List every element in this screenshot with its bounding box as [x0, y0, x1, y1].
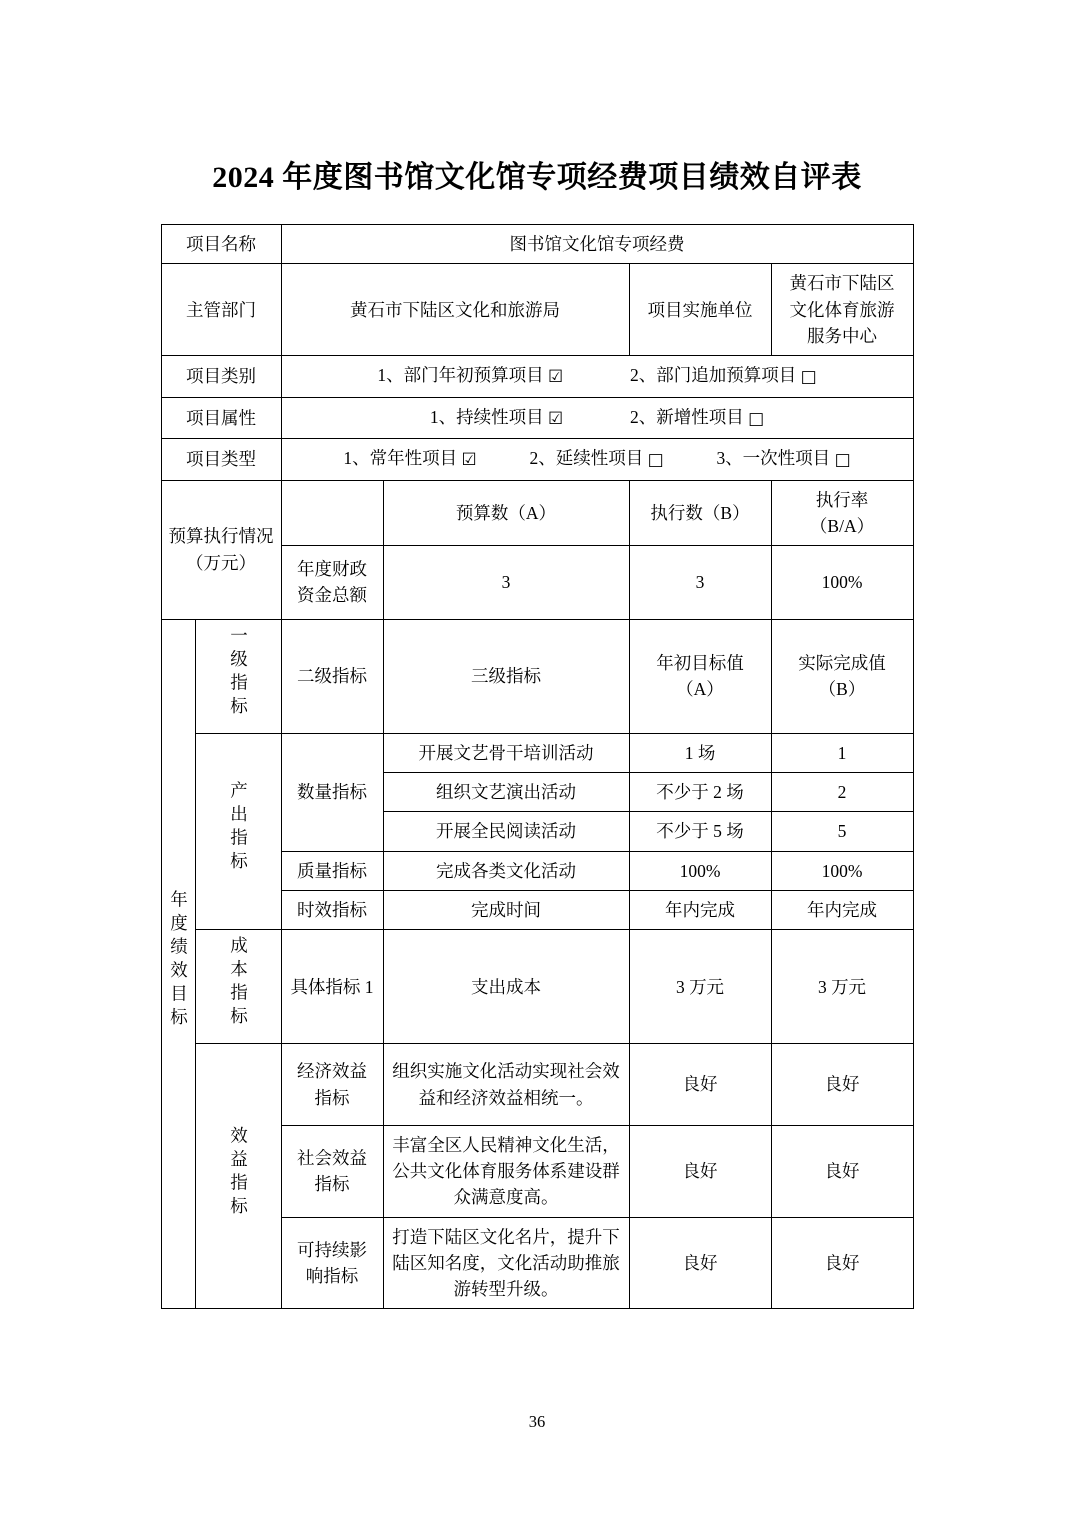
col-header-actual-value: 实际完成值（B） — [771, 619, 913, 733]
level3-indicator: 组织文艺演出活动 — [383, 773, 629, 812]
label-project-name: 项目名称 — [161, 225, 281, 264]
value-project-name: 图书馆文化馆专项经费 — [281, 225, 913, 264]
level3-indicator: 开展全民阅读活动 — [383, 812, 629, 851]
actual-value: 5 — [771, 812, 913, 851]
label-project-type: 项目类型 — [161, 439, 281, 481]
target-value: 不少于 5 场 — [629, 812, 771, 851]
value-execution-rate: 100% — [771, 546, 913, 620]
label-project-attribute: 项目属性 — [161, 397, 281, 439]
level3-indicator: 组织实施文化活动实现社会效益和经济效益相统一。 — [383, 1044, 629, 1126]
level2-quantity-indicator: 数量指标 — [281, 733, 383, 851]
target-value: 良好 — [629, 1044, 771, 1126]
value-project-attribute — [281, 397, 913, 439]
checkbox-checked-icon[interactable]: ☑ — [547, 408, 564, 429]
table-row-project-attribute — [161, 397, 913, 439]
target-value: 年内完成 — [629, 890, 771, 929]
table-row-benefit-1 — [161, 1044, 913, 1126]
col-header-execution-rate: 执行率（B/A） — [771, 480, 913, 546]
level1-cost-indicator: 成本指标 — [195, 930, 281, 1044]
label-budget-execution: 预算执行情况（万元） — [161, 480, 281, 619]
table-row-departments — [161, 264, 913, 356]
table-row-output-1 — [161, 733, 913, 772]
checkbox-empty-icon[interactable]: □ — [647, 450, 664, 470]
actual-value: 2 — [771, 773, 913, 812]
actual-value: 3 万元 — [771, 930, 913, 1044]
table-row-performance-header — [161, 619, 913, 733]
target-value: 良好 — [629, 1125, 771, 1217]
level3-indicator: 完成时间 — [383, 890, 629, 929]
level2-timeliness-indicator: 时效指标 — [281, 890, 383, 929]
level1-benefit-indicator: 效益指标 — [195, 1044, 281, 1309]
table-row-budget-header — [161, 480, 913, 546]
actual-value: 良好 — [771, 1125, 913, 1217]
page-title: 2024 年度图书馆文化馆专项经费项目绩效自评表 — [212, 161, 862, 194]
actual-value: 良好 — [771, 1044, 913, 1126]
table-row-project-name — [161, 225, 913, 264]
level2-quality-indicator: 质量指标 — [281, 851, 383, 890]
checkbox-empty-icon[interactable]: □ — [834, 450, 851, 470]
attribute-option-1: 1、持续性项目 ☑ — [430, 404, 563, 433]
value-budget-amount: 3 — [383, 546, 629, 620]
level3-indicator: 完成各类文化活动 — [383, 851, 629, 890]
table-row-project-type — [161, 439, 913, 481]
level2-specific-indicator-1: 具体指标 1 — [281, 930, 383, 1044]
col-header-target-value: 年初目标值（A） — [629, 619, 771, 733]
value-executed-amount: 3 — [629, 546, 771, 620]
col-header-level1: 一级指标 — [195, 619, 281, 733]
attribute-option-2: 2、新增性项目 □ — [630, 404, 764, 433]
type-option-3: 3、一次性项目 □ — [716, 445, 850, 474]
col-header-level3: 三级指标 — [383, 619, 629, 733]
level2-sustainable-impact-indicator: 可持续影响指标 — [281, 1217, 383, 1309]
label-supervising-department: 主管部门 — [161, 264, 281, 356]
label-implementing-unit: 项目实施单位 — [629, 264, 771, 356]
col-header-level2: 二级指标 — [281, 619, 383, 733]
target-value: 不少于 2 场 — [629, 773, 771, 812]
page-number: 36 — [528, 1412, 546, 1431]
category-option-2: 2、部门追加预算项目 □ — [630, 362, 817, 391]
level3-indicator: 支出成本 — [383, 930, 629, 1044]
level3-indicator: 丰富全区人民精神文化生活，公共文化体育服务体系建设群众满意度高。 — [383, 1125, 629, 1217]
checkbox-empty-icon[interactable]: □ — [748, 408, 765, 429]
col-header-budget-amount: 预算数（A） — [383, 480, 629, 546]
value-project-type — [281, 439, 913, 481]
table-row-project-category — [161, 356, 913, 398]
category-option-1: 1、部门年初预算项目 ☑ — [377, 362, 563, 391]
actual-value: 年内完成 — [771, 890, 913, 929]
target-value: 1 场 — [629, 733, 771, 772]
label-annual-performance-goals: 年度绩效目标 — [161, 619, 195, 1309]
level3-indicator: 开展文艺骨干培训活动 — [383, 733, 629, 772]
budget-corner-cell — [281, 480, 383, 546]
value-implementing-unit: 黄石市下陆区文化体育旅游服务中心 — [771, 264, 913, 356]
level2-social-benefit-indicator: 社会效益指标 — [281, 1125, 383, 1217]
type-option-2: 2、延续性项目 □ — [530, 445, 664, 474]
value-project-category — [281, 356, 913, 398]
actual-value: 1 — [771, 733, 913, 772]
target-value: 良好 — [629, 1217, 771, 1309]
actual-value: 良好 — [771, 1217, 913, 1309]
col-header-executed-amount: 执行数（B） — [629, 480, 771, 546]
actual-value: 100% — [771, 851, 913, 890]
level1-output-indicator: 产出指标 — [195, 733, 281, 929]
table-row-cost-1 — [161, 930, 913, 1044]
level3-indicator: 打造下陆区文化名片，提升下陆区知名度，文化活动助推旅游转型升级。 — [383, 1217, 629, 1309]
type-option-1: 1、常年性项目 ☑ — [343, 445, 476, 474]
label-project-category: 项目类别 — [161, 356, 281, 398]
target-value: 100% — [629, 851, 771, 890]
value-supervising-department: 黄石市下陆区文化和旅游局 — [281, 264, 629, 356]
label-annual-fiscal-total: 年度财政资金总额 — [281, 546, 383, 620]
checkbox-checked-icon[interactable]: ☑ — [461, 450, 477, 470]
checkbox-empty-icon[interactable]: □ — [800, 367, 817, 387]
checkbox-checked-icon[interactable]: ☑ — [547, 367, 564, 387]
target-value: 3 万元 — [629, 930, 771, 1044]
level2-economic-benefit-indicator: 经济效益指标 — [281, 1044, 383, 1126]
performance-self-evaluation-table — [161, 224, 914, 1309]
